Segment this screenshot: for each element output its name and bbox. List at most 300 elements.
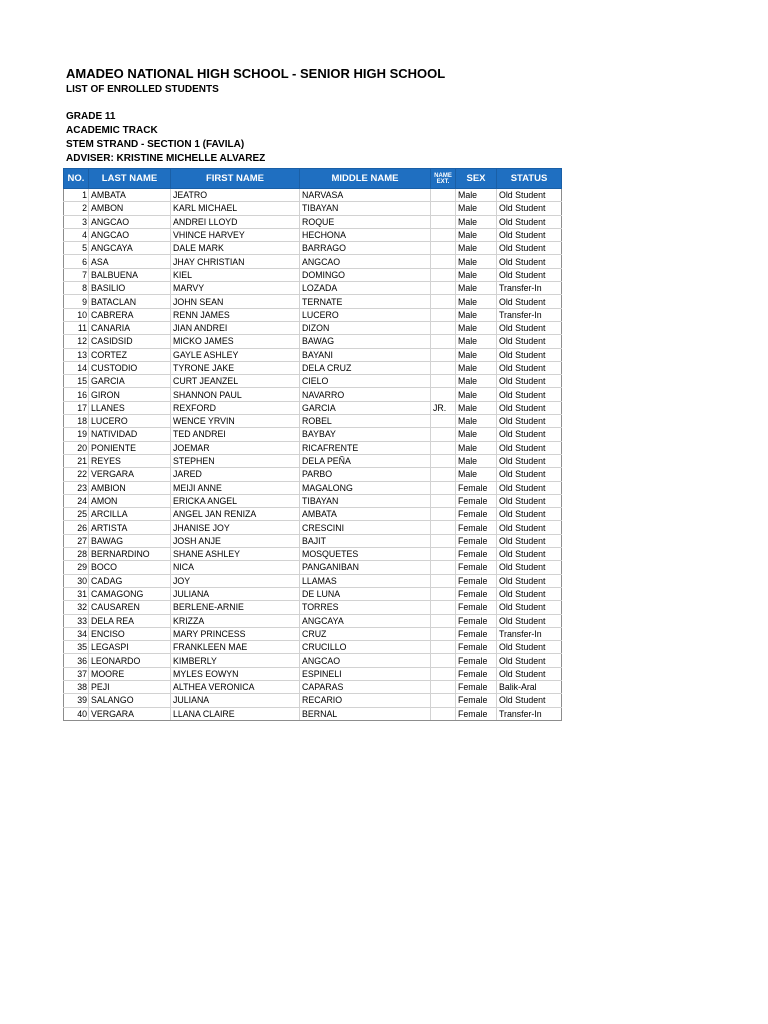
cell-name-ext: [431, 375, 456, 388]
cell-name-ext: [431, 361, 456, 374]
cell-last-name: PEJI: [89, 680, 171, 693]
cell-no: 25: [64, 508, 89, 521]
cell-middle-name: ROBEL: [300, 415, 431, 428]
cell-last-name: BAWAG: [89, 534, 171, 547]
cell-first-name: DALE MARK: [171, 242, 300, 255]
table-row: [64, 561, 562, 574]
table-row: [64, 361, 562, 374]
table-row: [64, 494, 562, 507]
cell-first-name: KIEL: [171, 268, 300, 281]
list-title: LIST OF ENROLLED STUDENTS: [66, 84, 219, 95]
cell-sex: Female: [456, 601, 497, 614]
cell-middle-name: TERNATE: [300, 295, 431, 308]
cell-name-ext: [431, 707, 456, 720]
table-row: [64, 295, 562, 308]
school-name: AMADEO NATIONAL HIGH SCHOOL - SENIOR HIGH SCHOOL: [66, 66, 446, 81]
cell-sex: Male: [456, 468, 497, 481]
cell-name-ext: [431, 388, 456, 401]
cell-status: Old Student: [497, 508, 562, 521]
cell-sex: Female: [456, 707, 497, 720]
cell-name-ext: [431, 415, 456, 428]
cell-sex: Female: [456, 481, 497, 494]
cell-last-name: DELA REA: [89, 614, 171, 627]
cell-last-name: CABRERA: [89, 308, 171, 321]
cell-status: Old Student: [497, 268, 562, 281]
cell-first-name: BERLENE-ARNIE: [171, 601, 300, 614]
cell-first-name: SHANE ASHLEY: [171, 548, 300, 561]
cell-name-ext: [431, 680, 456, 693]
cell-middle-name: HECHONA: [300, 228, 431, 241]
cell-status: Old Student: [497, 401, 562, 414]
cell-no: 39: [64, 694, 89, 707]
cell-sex: Male: [456, 255, 497, 268]
cell-no: 32: [64, 601, 89, 614]
cell-middle-name: ANGCAO: [300, 255, 431, 268]
cell-first-name: ERICKA ANGEL: [171, 494, 300, 507]
cell-status: Old Student: [497, 388, 562, 401]
table-row: [64, 587, 562, 600]
cell-status: Old Student: [497, 454, 562, 467]
cell-name-ext: [431, 508, 456, 521]
cell-middle-name: DE LUNA: [300, 587, 431, 600]
cell-middle-name: TIBAYAN: [300, 202, 431, 215]
cell-middle-name: DELA PEÑA: [300, 454, 431, 467]
cell-sex: Male: [456, 441, 497, 454]
cell-first-name: JOSH ANJE: [171, 534, 300, 547]
cell-sex: Male: [456, 228, 497, 241]
cell-last-name: ANGCAO: [89, 215, 171, 228]
cell-status: Old Student: [497, 494, 562, 507]
table-row: [64, 189, 562, 202]
table-row: [64, 228, 562, 241]
cell-middle-name: BAYANI: [300, 348, 431, 361]
cell-sex: Male: [456, 428, 497, 441]
cell-status: Old Student: [497, 228, 562, 241]
cell-first-name: JULIANA: [171, 587, 300, 600]
cell-status: Old Student: [497, 667, 562, 680]
cell-first-name: JEATRO: [171, 189, 300, 202]
cell-sex: Male: [456, 415, 497, 428]
cell-middle-name: TORRES: [300, 601, 431, 614]
cell-sex: Male: [456, 335, 497, 348]
cell-first-name: JHAY CHRISTIAN: [171, 255, 300, 268]
cell-status: Old Student: [497, 468, 562, 481]
cell-last-name: MOORE: [89, 667, 171, 680]
table-row: [64, 215, 562, 228]
cell-last-name: AMBION: [89, 481, 171, 494]
table-row: [64, 454, 562, 467]
cell-no: 9: [64, 295, 89, 308]
cell-no: 33: [64, 614, 89, 627]
cell-status: Transfer-In: [497, 308, 562, 321]
cell-status: Transfer-In: [497, 282, 562, 295]
col-header-first-name: FIRST NAME: [171, 169, 300, 189]
cell-status: Balik-Aral: [497, 680, 562, 693]
cell-no: 19: [64, 428, 89, 441]
cell-name-ext: JR.: [431, 401, 456, 414]
cell-no: 30: [64, 574, 89, 587]
table-row: [64, 680, 562, 693]
cell-first-name: REXFORD: [171, 401, 300, 414]
cell-first-name: KARL MICHAEL: [171, 202, 300, 215]
cell-last-name: LEONARDO: [89, 654, 171, 667]
cell-no: 37: [64, 667, 89, 680]
cell-no: 22: [64, 468, 89, 481]
cell-first-name: ANDREI LLOYD: [171, 215, 300, 228]
cell-middle-name: CRUZ: [300, 627, 431, 640]
cell-sex: Male: [456, 361, 497, 374]
cell-middle-name: BAYBAY: [300, 428, 431, 441]
table-row: [64, 308, 562, 321]
cell-status: Old Student: [497, 255, 562, 268]
cell-name-ext: [431, 641, 456, 654]
cell-sex: Female: [456, 680, 497, 693]
cell-middle-name: RICAFRENTE: [300, 441, 431, 454]
cell-no: 8: [64, 282, 89, 295]
cell-no: 20: [64, 441, 89, 454]
cell-sex: Female: [456, 614, 497, 627]
cell-first-name: STEPHEN: [171, 454, 300, 467]
cell-sex: Female: [456, 641, 497, 654]
cell-no: 38: [64, 680, 89, 693]
cell-last-name: AMON: [89, 494, 171, 507]
cell-name-ext: [431, 348, 456, 361]
cell-status: Transfer-In: [497, 627, 562, 640]
cell-status: Old Student: [497, 614, 562, 627]
table-row: [64, 614, 562, 627]
grade-level: GRADE 11: [66, 111, 116, 122]
table-row: [64, 415, 562, 428]
cell-status: Old Student: [497, 521, 562, 534]
table-row: [64, 242, 562, 255]
cell-no: 35: [64, 641, 89, 654]
cell-first-name: TYRONE JAKE: [171, 361, 300, 374]
cell-no: 5: [64, 242, 89, 255]
cell-status: Old Student: [497, 574, 562, 587]
cell-status: Old Student: [497, 601, 562, 614]
table-row: [64, 468, 562, 481]
cell-first-name: MICKO JAMES: [171, 335, 300, 348]
table-row: [64, 375, 562, 388]
cell-last-name: ARTISTA: [89, 521, 171, 534]
col-header-status: STATUS: [497, 169, 562, 189]
cell-name-ext: [431, 215, 456, 228]
cell-first-name: LLANA CLAIRE: [171, 707, 300, 720]
cell-sex: Female: [456, 627, 497, 640]
cell-status: Old Student: [497, 428, 562, 441]
cell-status: Old Student: [497, 587, 562, 600]
table-row: [64, 641, 562, 654]
cell-no: 18: [64, 415, 89, 428]
cell-status: Old Student: [497, 215, 562, 228]
cell-sex: Male: [456, 348, 497, 361]
cell-status: Old Student: [497, 189, 562, 202]
table-row: [64, 667, 562, 680]
col-header-name-ext-line1: NAME: [434, 172, 452, 179]
cell-last-name: ANGCAYA: [89, 242, 171, 255]
cell-sex: Female: [456, 654, 497, 667]
cell-sex: Male: [456, 215, 497, 228]
cell-no: 7: [64, 268, 89, 281]
cell-middle-name: NAVARRO: [300, 388, 431, 401]
table-row: [64, 255, 562, 268]
cell-no: 13: [64, 348, 89, 361]
cell-first-name: ANGEL JAN RENIZA: [171, 508, 300, 521]
cell-no: 6: [64, 255, 89, 268]
cell-last-name: CASIDSID: [89, 335, 171, 348]
cell-middle-name: BAJIT: [300, 534, 431, 547]
cell-last-name: PONIENTE: [89, 441, 171, 454]
cell-middle-name: CRUCILLO: [300, 641, 431, 654]
cell-status: Transfer-In: [497, 707, 562, 720]
table-row: [64, 481, 562, 494]
cell-last-name: ENCISO: [89, 627, 171, 640]
cell-last-name: CAUSAREN: [89, 601, 171, 614]
cell-sex: Male: [456, 295, 497, 308]
table-row: [64, 348, 562, 361]
cell-last-name: SALANGO: [89, 694, 171, 707]
cell-name-ext: [431, 481, 456, 494]
cell-no: 11: [64, 321, 89, 334]
col-header-middle-name: MIDDLE NAME: [300, 169, 431, 189]
table-row: [64, 401, 562, 414]
cell-middle-name: DIZON: [300, 321, 431, 334]
cell-last-name: NATIVIDAD: [89, 428, 171, 441]
cell-sex: Female: [456, 521, 497, 534]
cell-name-ext: [431, 228, 456, 241]
cell-name-ext: [431, 627, 456, 640]
cell-first-name: JARED: [171, 468, 300, 481]
table-row: [64, 441, 562, 454]
cell-name-ext: [431, 534, 456, 547]
cell-name-ext: [431, 694, 456, 707]
cell-middle-name: MAGALONG: [300, 481, 431, 494]
cell-sex: Male: [456, 282, 497, 295]
table-row: [64, 335, 562, 348]
cell-name-ext: [431, 654, 456, 667]
cell-no: 23: [64, 481, 89, 494]
cell-no: 26: [64, 521, 89, 534]
cell-first-name: JULIANA: [171, 694, 300, 707]
cell-status: Old Student: [497, 534, 562, 547]
cell-no: 14: [64, 361, 89, 374]
cell-name-ext: [431, 441, 456, 454]
cell-no: 34: [64, 627, 89, 640]
cell-first-name: JIAN ANDREI: [171, 321, 300, 334]
cell-status: Old Student: [497, 548, 562, 561]
cell-sex: Female: [456, 534, 497, 547]
cell-last-name: AMBON: [89, 202, 171, 215]
cell-first-name: MEIJI ANNE: [171, 481, 300, 494]
cell-no: 4: [64, 228, 89, 241]
cell-first-name: JOEMAR: [171, 441, 300, 454]
cell-last-name: LUCERO: [89, 415, 171, 428]
cell-no: 24: [64, 494, 89, 507]
cell-middle-name: ROQUE: [300, 215, 431, 228]
cell-status: Old Student: [497, 321, 562, 334]
cell-first-name: SHANNON PAUL: [171, 388, 300, 401]
cell-no: 27: [64, 534, 89, 547]
cell-middle-name: PANGANIBAN: [300, 561, 431, 574]
cell-status: Old Student: [497, 481, 562, 494]
cell-sex: Female: [456, 561, 497, 574]
cell-status: Old Student: [497, 202, 562, 215]
cell-no: 2: [64, 202, 89, 215]
cell-middle-name: CAPARAS: [300, 680, 431, 693]
cell-first-name: TED ANDREI: [171, 428, 300, 441]
cell-name-ext: [431, 587, 456, 600]
cell-middle-name: LUCERO: [300, 308, 431, 321]
cell-sex: Male: [456, 268, 497, 281]
cell-no: 1: [64, 189, 89, 202]
cell-middle-name: CRESCINI: [300, 521, 431, 534]
cell-status: Old Student: [497, 335, 562, 348]
cell-no: 36: [64, 654, 89, 667]
cell-sex: Female: [456, 494, 497, 507]
cell-name-ext: [431, 428, 456, 441]
cell-middle-name: LOZADA: [300, 282, 431, 295]
cell-last-name: CAMAGONG: [89, 587, 171, 600]
cell-last-name: REYES: [89, 454, 171, 467]
cell-last-name: CADAG: [89, 574, 171, 587]
cell-middle-name: BARRAGO: [300, 242, 431, 255]
cell-first-name: GAYLE ASHLEY: [171, 348, 300, 361]
table-row: [64, 321, 562, 334]
cell-last-name: GARCIA: [89, 375, 171, 388]
cell-sex: Female: [456, 574, 497, 587]
table-row: [64, 428, 562, 441]
cell-middle-name: NARVASA: [300, 189, 431, 202]
cell-last-name: BOCO: [89, 561, 171, 574]
cell-status: Old Student: [497, 415, 562, 428]
cell-middle-name: ANGCAYA: [300, 614, 431, 627]
cell-middle-name: ESPINELI: [300, 667, 431, 680]
table-row: [64, 202, 562, 215]
table-row: [64, 268, 562, 281]
cell-no: 16: [64, 388, 89, 401]
cell-no: 10: [64, 308, 89, 321]
cell-last-name: BASILIO: [89, 282, 171, 295]
cell-last-name: CORTEZ: [89, 348, 171, 361]
cell-no: 31: [64, 587, 89, 600]
cell-sex: Male: [456, 202, 497, 215]
cell-sex: Male: [456, 308, 497, 321]
cell-first-name: WENCE YRVIN: [171, 415, 300, 428]
table-row: [64, 388, 562, 401]
cell-status: Old Student: [497, 361, 562, 374]
cell-status: Old Student: [497, 641, 562, 654]
cell-sex: Male: [456, 375, 497, 388]
cell-last-name: BATACLAN: [89, 295, 171, 308]
table-row: [64, 548, 562, 561]
cell-no: 29: [64, 561, 89, 574]
cell-status: Old Student: [497, 375, 562, 388]
cell-first-name: VHINCE HARVEY: [171, 228, 300, 241]
table-row: [64, 694, 562, 707]
table-header-row: [64, 169, 562, 189]
cell-middle-name: PARBO: [300, 468, 431, 481]
cell-first-name: MARVY: [171, 282, 300, 295]
cell-no: 21: [64, 454, 89, 467]
table-row: [64, 707, 562, 720]
col-header-no: NO.: [64, 169, 89, 189]
cell-status: Old Student: [497, 441, 562, 454]
cell-name-ext: [431, 494, 456, 507]
cell-last-name: CANARIA: [89, 321, 171, 334]
table-row: [64, 521, 562, 534]
cell-status: Old Student: [497, 654, 562, 667]
cell-no: 12: [64, 335, 89, 348]
cell-name-ext: [431, 202, 456, 215]
cell-first-name: ALTHEA VERONICA: [171, 680, 300, 693]
cell-no: 15: [64, 375, 89, 388]
cell-sex: Male: [456, 189, 497, 202]
cell-middle-name: RECARIO: [300, 694, 431, 707]
cell-middle-name: BERNAL: [300, 707, 431, 720]
table-row: [64, 508, 562, 521]
table-row: [64, 574, 562, 587]
cell-last-name: CUSTODIO: [89, 361, 171, 374]
adviser-name: ADVISER: KRISTINE MICHELLE ALVAREZ: [66, 153, 266, 164]
cell-sex: Female: [456, 694, 497, 707]
table-row: [64, 534, 562, 547]
cell-last-name: ASA: [89, 255, 171, 268]
cell-middle-name: ANGCAO: [300, 654, 431, 667]
cell-sex: Female: [456, 548, 497, 561]
cell-first-name: RENN JAMES: [171, 308, 300, 321]
cell-sex: Male: [456, 454, 497, 467]
cell-last-name: LEGASPI: [89, 641, 171, 654]
cell-first-name: FRANKLEEN MAE: [171, 641, 300, 654]
table-row: [64, 601, 562, 614]
cell-name-ext: [431, 321, 456, 334]
cell-middle-name: DOMINGO: [300, 268, 431, 281]
col-header-sex: SEX: [456, 169, 497, 189]
cell-first-name: MARY PRINCESS: [171, 627, 300, 640]
cell-name-ext: [431, 335, 456, 348]
cell-last-name: GIRON: [89, 388, 171, 401]
cell-name-ext: [431, 521, 456, 534]
cell-last-name: ANGCAO: [89, 228, 171, 241]
cell-name-ext: [431, 189, 456, 202]
table-row: [64, 282, 562, 295]
cell-no: 17: [64, 401, 89, 414]
cell-last-name: VERGARA: [89, 707, 171, 720]
cell-status: Old Student: [497, 694, 562, 707]
cell-no: 3: [64, 215, 89, 228]
cell-name-ext: [431, 255, 456, 268]
cell-first-name: JOHN SEAN: [171, 295, 300, 308]
col-header-name-ext-line2: EXT.: [436, 178, 450, 185]
cell-sex: Male: [456, 321, 497, 334]
cell-name-ext: [431, 308, 456, 321]
cell-no: 28: [64, 548, 89, 561]
cell-first-name: MYLES EOWYN: [171, 667, 300, 680]
cell-sex: Female: [456, 667, 497, 680]
col-header-name-ext: [431, 169, 456, 189]
cell-last-name: ARCILLA: [89, 508, 171, 521]
cell-first-name: KRIZZA: [171, 614, 300, 627]
cell-middle-name: GARCIA: [300, 401, 431, 414]
cell-first-name: CURT JEANZEL: [171, 375, 300, 388]
cell-name-ext: [431, 574, 456, 587]
cell-name-ext: [431, 454, 456, 467]
cell-name-ext: [431, 282, 456, 295]
cell-status: Old Student: [497, 348, 562, 361]
cell-first-name: NICA: [171, 561, 300, 574]
table-row: [64, 654, 562, 667]
cell-name-ext: [431, 548, 456, 561]
